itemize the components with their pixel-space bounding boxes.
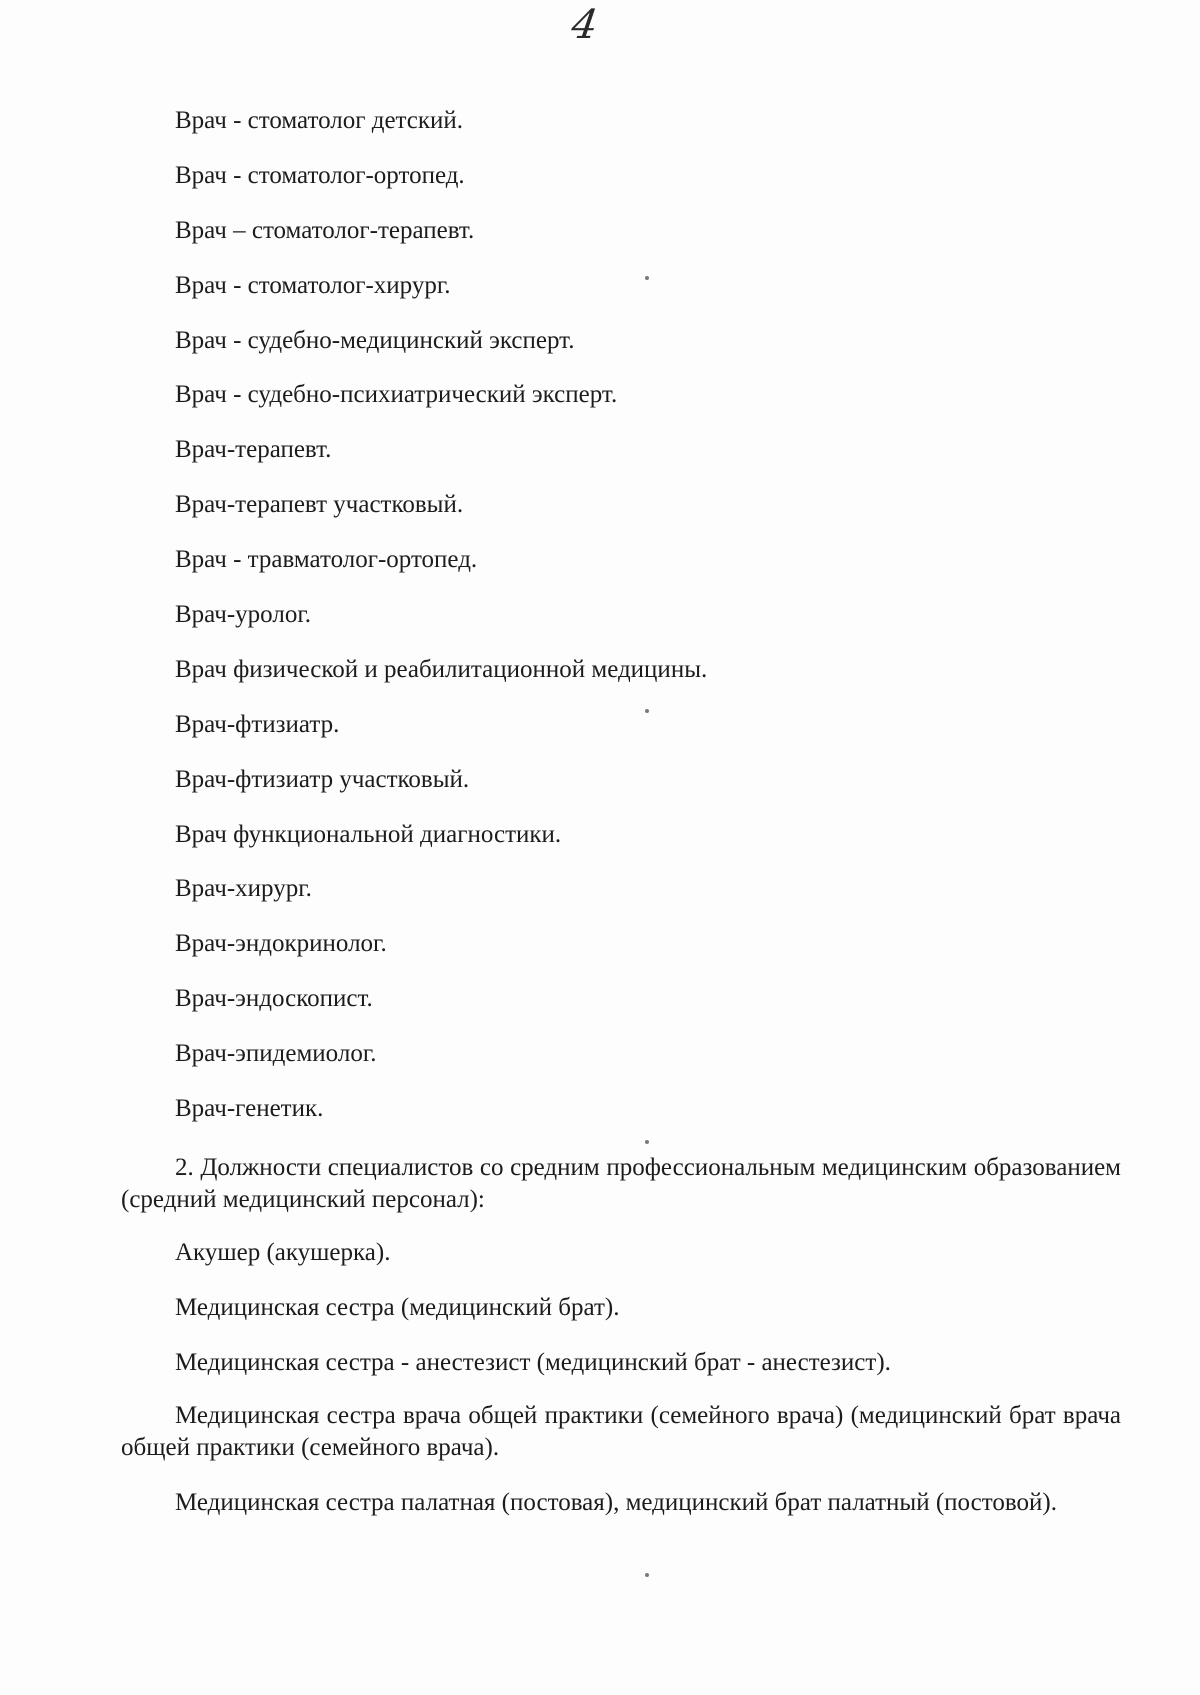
list-item: Врач-уролог. (175, 601, 311, 629)
list-item: Врач-терапевт. (175, 436, 332, 464)
section-2-heading: 2. Должности специалистов со средним профессиональным медицинским образованием (средний медицинский персонал): (121, 1154, 1121, 1213)
list-item: Медицинская сестра (медицинский брат). (175, 1294, 620, 1321)
list-item: Врач - судебно-психиатрический эксперт. (175, 381, 618, 409)
list-item: Медицинская сестра - анестезист (медицинский брат - анестезист). (175, 1349, 891, 1376)
handwritten-page-number: 4 (568, 2, 601, 48)
list-item: Врач - стоматолог детский. (175, 107, 464, 134)
list-item: Врач функциональной диагностики. (175, 820, 562, 848)
list-item: Врач - травматолог-ортопед. (175, 546, 478, 574)
list-item: Врач-терапевт участковый. (175, 491, 464, 519)
list-item: Врач физической и реабилитационной медицины. (175, 655, 708, 683)
list-item: Врач-фтизиатр. (175, 710, 340, 738)
list-item: Врач-генетик. (175, 1095, 324, 1123)
list-item: Врач - судебно-медицинский эксперт. (175, 326, 575, 354)
list-item: Врач-фтизиатр участковый. (175, 765, 470, 793)
list-item: Врач - стоматолог-ортопед. (175, 161, 465, 189)
list-item: Врач-эпидемиолог. (175, 1040, 377, 1068)
scan-speck (645, 1573, 649, 1577)
list-item: Врач – стоматолог-терапевт. (175, 216, 475, 244)
list-item: Врач-хирург. (175, 875, 312, 903)
list-item: Врач-эндокринолог. (175, 930, 387, 958)
list-item: Акушер (акушерка). (175, 1239, 391, 1266)
list-item: Врач-эндоскопист. (175, 985, 373, 1013)
list-item: Врач - стоматолог-хирург. (175, 271, 451, 299)
list-item: Медицинская сестра палатная (постовая), медицинский брат палатный (постовой). (175, 1489, 1057, 1516)
list-item: Медицинская сестра врача общей практики (семейного врача) (медицинский брат врача общей практики (семейного врача). (121, 1402, 1121, 1461)
doctor-positions-list (175, 106, 707, 1149)
